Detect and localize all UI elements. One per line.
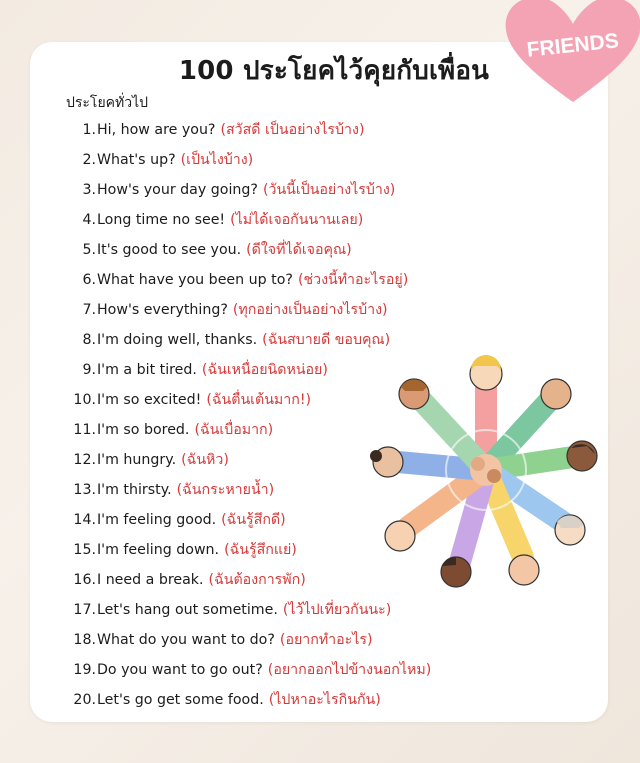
phrase-thai: (ฉันรู้สึกดี) [221, 512, 286, 528]
phrase-row [60, 598, 391, 622]
phrase-english: I'm doing well, thanks. [97, 332, 258, 348]
phrase-row [60, 328, 390, 352]
phrase-english: I'm thirsty. [97, 482, 172, 498]
phrase-row [60, 418, 273, 442]
phrase-row [60, 388, 311, 412]
phrase-english: Long time no see! [97, 212, 226, 228]
phrase-english: Let's go get some food. [97, 692, 264, 708]
phrase-number: 18. [73, 632, 96, 648]
phrase-english: What have you been up to? [97, 272, 293, 288]
phrase-english: I'm so bored. [97, 422, 190, 438]
phrase-row [60, 358, 328, 382]
phrase-number: 16. [73, 572, 96, 588]
phrase-number: 12. [73, 452, 96, 468]
phrase-thai: (ช่วงนี้ทำอะไรอยู่) [297, 272, 409, 288]
phrase-row [60, 508, 286, 532]
phrase-thai: (สวัสดี เป็นอย่างไรบ้าง) [220, 122, 365, 138]
phrase-thai: (ฉันรู้สึกแย่) [224, 542, 297, 558]
phrase-row [60, 208, 363, 232]
phrase-row [60, 538, 297, 562]
phrase-number: 7. [82, 302, 96, 318]
section-label: ประโยคทั่วไป [66, 95, 149, 111]
phrase-number: 20. [73, 692, 96, 708]
phrase-number: 17. [73, 602, 96, 618]
phrase-number: 6. [82, 272, 96, 288]
page-title: 100 ประโยคไว้คุยกับเพื่อน [178, 56, 490, 86]
phrase-thai: (ฉันตื่นเต้นมาก!) [206, 392, 312, 408]
phrase-thai: (ไม่ได้เจอกันนานเลย) [230, 212, 364, 228]
badge-text: FRIENDS [525, 29, 620, 62]
phrase-thai: (ดีใจที่ได้เจอคุณ) [246, 242, 352, 258]
phrase-english: I'm feeling down. [97, 542, 220, 558]
phrase-thai: (ทุกอย่างเป็นอย่างไรบ้าง) [232, 302, 388, 318]
phrase-row [60, 118, 364, 142]
phrase-thai: (ไปหาอะไรกินกัน) [268, 692, 381, 708]
phrase-row [60, 238, 352, 262]
phrase-number: 2. [82, 152, 96, 168]
phrase-number: 19. [73, 662, 96, 678]
phrase-number: 15. [73, 542, 96, 558]
phrase-english: Hi, how are you? [97, 122, 216, 138]
phrase-thai: (ฉันเหนื่อยนิดหน่อย) [201, 362, 328, 378]
phrase-row [60, 658, 431, 682]
phrase-number: 3. [82, 182, 96, 198]
phrase-thai: (อยากออกไปข้างนอกไหม) [267, 662, 432, 678]
phrase-number: 1. [82, 122, 96, 138]
phrase-row [60, 268, 408, 292]
phrase-english: How's everything? [97, 302, 228, 318]
phrase-row [60, 298, 388, 322]
phrase-english: I'm hungry. [97, 452, 177, 468]
phrase-english: I'm a bit tired. [97, 362, 197, 378]
phrase-english: Let's hang out sometime. [97, 602, 278, 618]
phrase-thai: (อยากทำอะไร) [279, 632, 373, 648]
phrase-number: 14. [73, 512, 96, 528]
phrase-thai: (ไว้ไปเที่ยวกันนะ) [282, 602, 392, 618]
phrase-thai: (ฉันสบายดี ขอบคุณ) [262, 332, 391, 348]
phrase-english: What's up? [97, 152, 176, 168]
phrase-row [60, 568, 306, 592]
phrase-english: I need a break. [97, 572, 204, 588]
phrase-thai: (เป็นไงบ้าง) [180, 152, 254, 168]
phrase-number: 11. [73, 422, 96, 438]
phrase-thai: (ฉันหิว) [181, 452, 229, 468]
phrase-english: How's your day going? [97, 182, 258, 198]
phrase-number: 4. [82, 212, 96, 228]
phrase-row [60, 628, 373, 652]
phrase-row [60, 478, 274, 502]
phrase-thai: (ฉันกระหายน้ำ) [176, 482, 275, 498]
phrase-row [60, 178, 395, 202]
phrase-thai: (วันนี้เป็นอย่างไรบ้าง) [262, 182, 396, 198]
phrase-number: 13. [73, 482, 96, 498]
phrase-row [60, 688, 381, 712]
phrase-thai: (ฉันต้องการพัก) [208, 572, 306, 588]
phrase-number: 8. [82, 332, 96, 348]
phrase-number: 5. [82, 242, 96, 258]
phrase-english: Do you want to go out? [97, 662, 263, 678]
friends-circle-illustration [368, 352, 604, 588]
phrase-english: I'm so excited! [97, 392, 202, 408]
phrase-thai: (ฉันเบื่อมาก) [194, 422, 274, 438]
phrase-number: 10. [73, 392, 96, 408]
phrase-english: I'm feeling good. [97, 512, 217, 528]
phrase-english: It's good to see you. [97, 242, 242, 258]
phrase-number: 9. [82, 362, 96, 378]
phrase-row [60, 448, 229, 472]
phrase-row [60, 148, 253, 172]
phrase-english: What do you want to do? [97, 632, 275, 648]
